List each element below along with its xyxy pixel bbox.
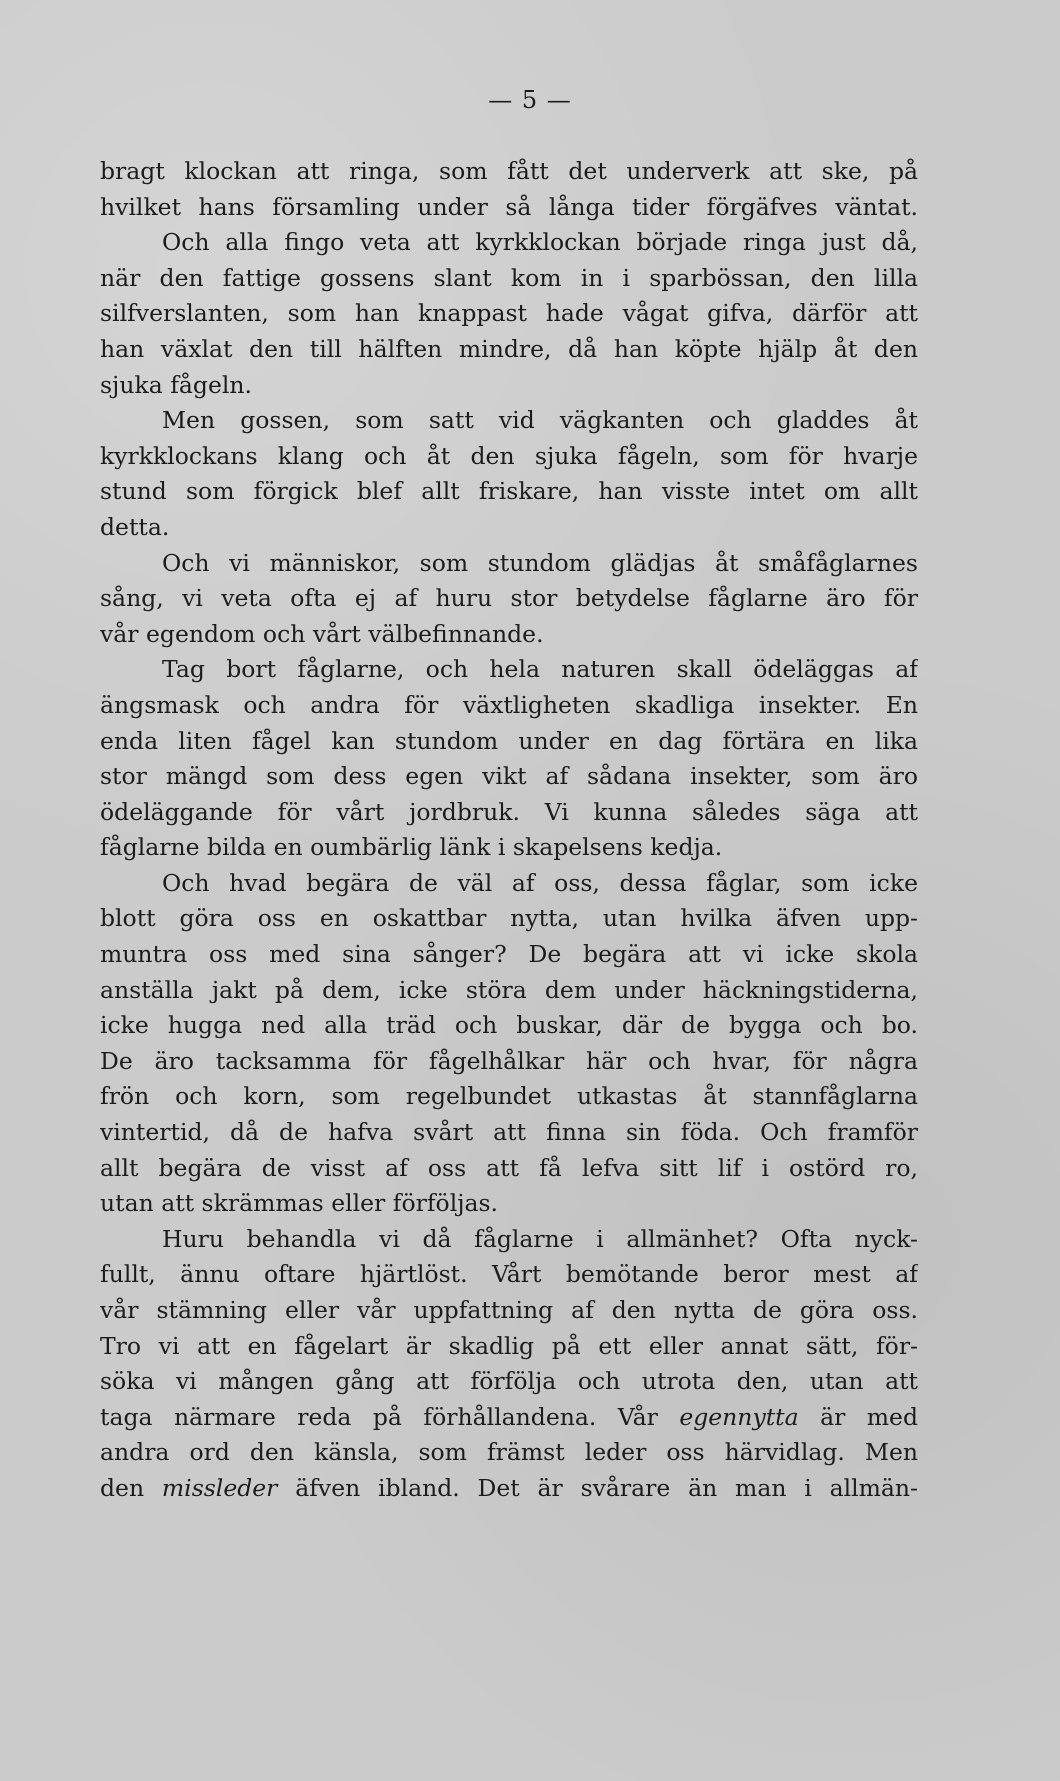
text-line: vår egendom och vårt välbefinnande. xyxy=(100,619,544,648)
paragraph-1 xyxy=(100,154,918,225)
text-line: sjuka fågeln. xyxy=(100,370,252,399)
text-line: blott göra oss en oskattbar nytta, utan hvilka äfven upp- xyxy=(100,904,918,933)
text-line: när den fattige gossens slant kom in i sparbössan, den lilla xyxy=(100,263,918,292)
page-number: — 5 — xyxy=(488,86,572,114)
text-line: vintertid, då de hafva svårt att finna sin föda. Och framför xyxy=(100,1118,918,1147)
text-line: fåglarne bilda en oumbärlig länk i skapelsens kedja. xyxy=(100,833,723,862)
text-line: muntra oss med sina sånger? De begära att vi icke skola xyxy=(100,940,918,969)
text-line: Och alla fingo veta att kyrkklockan började ringa just då, xyxy=(162,228,918,257)
text-line: enda liten fågel kan stundom under en dag förtära en lika xyxy=(100,726,918,755)
text-line: han växlat den till hälften mindre, då han köpte hjälp åt den xyxy=(100,334,918,363)
text-line: söka vi mången gång att förfölja och utrota den, utan att xyxy=(100,1367,918,1396)
text-line: andra ord den känsla, som främst leder oss härvidlag. Men xyxy=(100,1438,918,1467)
text-line xyxy=(100,1471,918,1507)
text-line: ängsmask och andra för växtligheten skadliga insekter. En xyxy=(100,690,918,719)
text-run: den xyxy=(100,1473,162,1502)
text-run: taga närmare reda på förhållandena. Vår xyxy=(100,1402,680,1431)
text-line: silfverslanten, som han knappast hade vågat gifva, därför att xyxy=(100,299,918,328)
text-run: är med xyxy=(798,1402,918,1431)
text-line: De äro tacksamma för fågelhålkar här och hvar, för några xyxy=(100,1046,918,1075)
text-line: Tro vi att en fågelart är skadlig på ett eller annat sätt, för- xyxy=(100,1331,918,1360)
text-line: anställa jakt på dem, icke störa dem under häckningstiderna, xyxy=(100,975,918,1004)
text-line: utan att skrämmas eller förföljas. xyxy=(100,1189,499,1218)
text-line: frön och korn, som regelbundet utkastas åt stannfåglarna xyxy=(100,1082,918,1111)
text-line: sång, vi veta ofta ej af huru stor betydelse fåglarne äro för xyxy=(100,584,918,613)
text-line: detta. xyxy=(100,512,170,541)
text-line: Tag bort fåglarne, och hela naturen skall ödeläggas af xyxy=(162,655,918,684)
text-line: Men gossen, som satt vid vägkanten och gladdes åt xyxy=(162,406,918,435)
text-line: ödeläggande för vårt jordbruk. Vi kunna således säga att xyxy=(100,797,918,826)
text-line: icke hugga ned alla träd och buskar, där de bygga och bo. xyxy=(100,1011,918,1040)
text-line: Och hvad begära de väl af oss, dessa fåglar, som icke xyxy=(162,868,918,897)
text-line: Och vi människor, som stundom glädjas åt småfåglarnes xyxy=(162,548,918,577)
text-line: vår stämning eller vår uppfattning af den nytta de göra oss. xyxy=(100,1296,918,1324)
paragraph-7 xyxy=(100,1222,918,1507)
text-run: äfven ibland. Det är svårare än man i allmän- xyxy=(277,1473,918,1502)
text-line: allt begära de visst af oss att få lefva sitt lif i ostörd ro, xyxy=(100,1153,918,1182)
text-line: kyrkklockans klang och åt den sjuka fågeln, som för hvarje xyxy=(100,441,918,470)
text-line: stor mängd som dess egen vikt af sådana insekter, som äro xyxy=(100,762,918,791)
body-text xyxy=(100,154,918,1507)
paragraph-4 xyxy=(100,546,918,653)
paragraph-3 xyxy=(100,403,918,545)
text-line: Huru behandla vi då fåglarne i allmänhet? Ofta nyck- xyxy=(162,1224,918,1253)
text-line: bragt klockan att ringa, som fått det underverk att ske, på xyxy=(100,157,918,185)
text-line: hvilket hans församling under så långa tider förgäfves väntat. xyxy=(100,192,918,221)
italic-word: missleder xyxy=(161,1473,278,1502)
italic-word: egennytta xyxy=(679,1402,799,1431)
text-line xyxy=(100,1400,918,1436)
text-line: stund som förgick blef allt friskare, han visste intet om allt xyxy=(100,477,918,506)
text-line: fullt, ännu oftare hjärtlöst. Vårt bemötande beror mest af xyxy=(100,1260,918,1289)
paragraph-2 xyxy=(100,225,918,403)
paragraph-6 xyxy=(100,866,918,1222)
paragraph-5 xyxy=(100,652,918,866)
